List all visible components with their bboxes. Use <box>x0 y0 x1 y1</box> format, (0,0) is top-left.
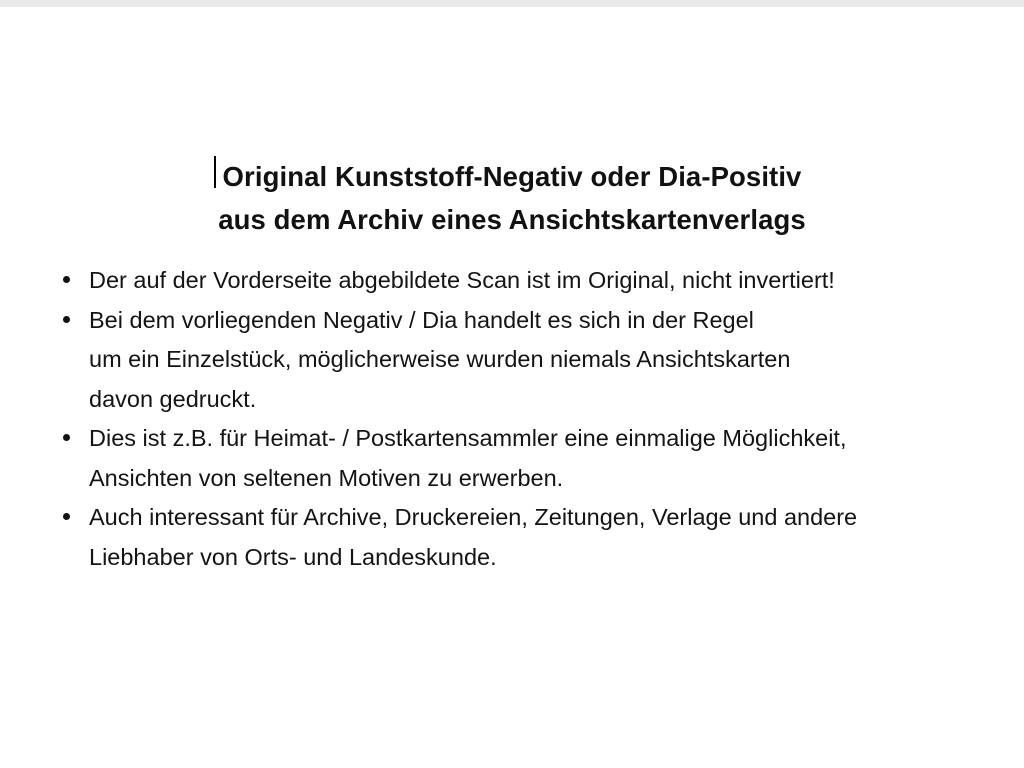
bullet-list <box>56 261 986 577</box>
bullet-2-line-2: um ein Einzelstück, möglicherweise wurden niemals Ansichtskarten <box>89 346 791 372</box>
bullet-2-line-1: Bei dem vorliegenden Negativ / Dia handelt es sich in der Regel <box>89 306 754 333</box>
bullet-2-line-3: davon gedruckt. <box>89 385 257 412</box>
bullet-dot-icon <box>63 276 70 283</box>
bullet-4-line-2: Liebhaber von Orts- und Landeskunde. <box>89 543 497 570</box>
bullet-dot-icon <box>63 513 70 520</box>
bullet-dot-icon <box>63 316 70 323</box>
bullet-dot-icon <box>63 434 70 441</box>
slide-title <box>0 155 1024 241</box>
text-caret <box>214 156 216 188</box>
title-line-2: aus dem Archiv eines Ansichtskartenverlags <box>218 204 806 235</box>
bullet-3-line-1: Dies ist z.B. für Heimat- / Postkartensammler eine einmalige Möglichkeit, <box>89 425 847 451</box>
title-line-1-wrapper <box>223 155 802 198</box>
list-item <box>56 301 986 420</box>
bullet-1-line-1: Der auf der Vorderseite abgebildete Scan ist im Original, nicht invertiert! <box>89 267 835 293</box>
list-item <box>56 261 986 301</box>
title-line-1: Original Kunststoff-Negativ oder Dia-Positiv <box>222 161 802 192</box>
list-item <box>56 419 986 498</box>
bullet-4-line-1: Auch interessant für Archive, Druckereien, Zeitungen, Verlage und andere <box>89 504 858 530</box>
bullet-3-line-2: Ansichten von seltenen Motiven zu erwerben. <box>89 464 564 491</box>
list-item <box>56 498 986 577</box>
slide-canvas <box>0 7 1024 768</box>
